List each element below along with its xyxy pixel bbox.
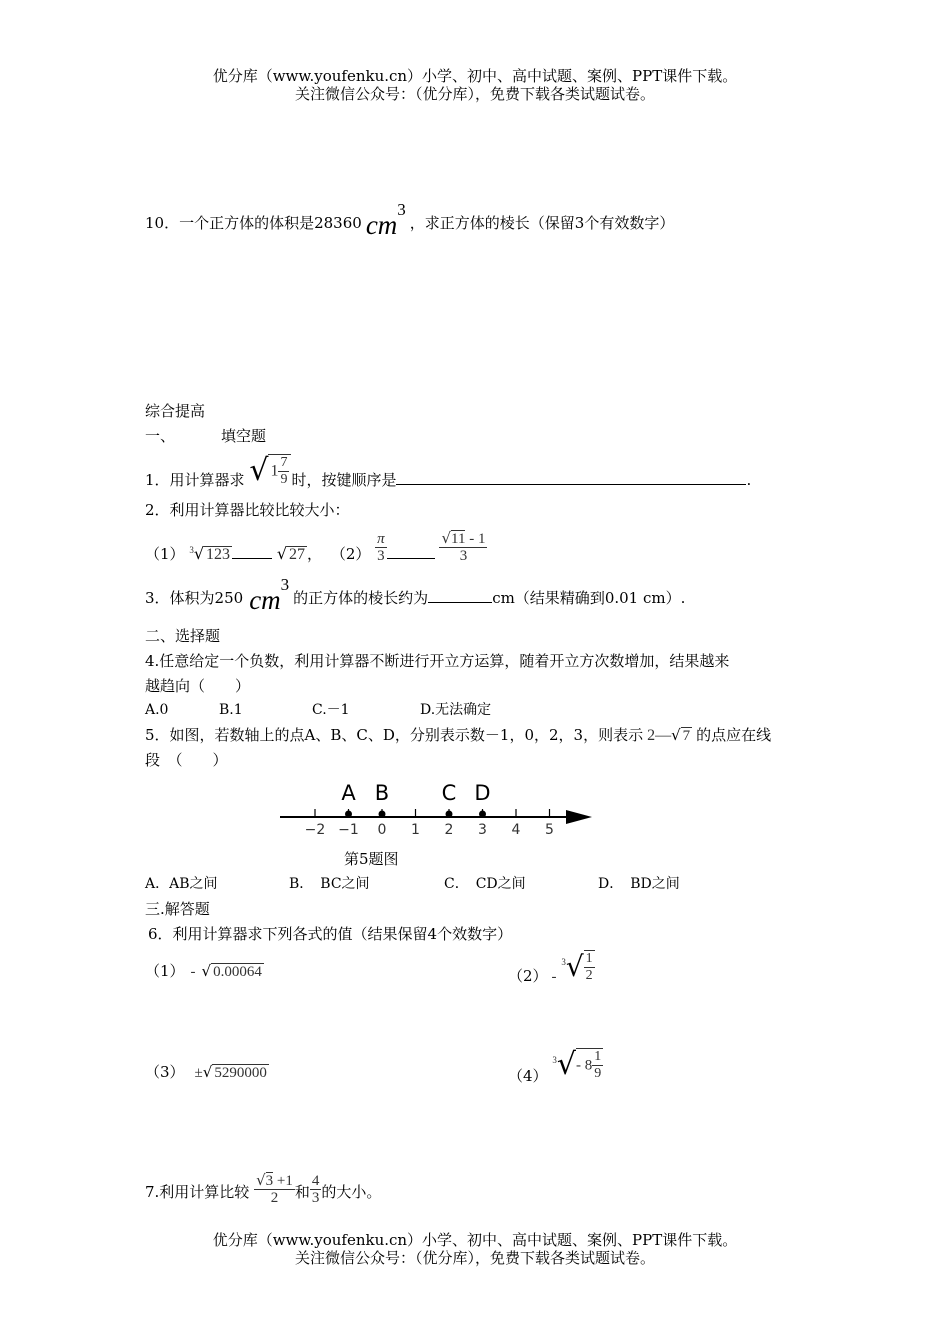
tick-label: 2 xyxy=(444,822,454,838)
sqrt-symbol: √ xyxy=(256,1171,266,1189)
q6-4-inner: - 8 xyxy=(575,1057,593,1074)
q2-part1-label: （1） xyxy=(145,545,185,563)
q6-text: 6．利用计算器求下列各式的值（结果保留4个效数字） xyxy=(148,925,513,943)
q6-4-label: （4） xyxy=(508,1067,548,1085)
q6-3-label: （3） xyxy=(145,1063,185,1081)
section-title: 综合提高 xyxy=(145,402,206,420)
q6-2-index: 3 xyxy=(561,957,566,967)
q6-4-radicand xyxy=(576,1048,603,1082)
q6-item-1 xyxy=(145,962,264,981)
q6-item-4 xyxy=(508,1048,603,1092)
q3-mid: 的正方体的棱长约为 xyxy=(293,589,429,607)
q6-4-num: 1 xyxy=(594,1049,602,1064)
q5-option-a: A．AB之间 xyxy=(145,876,218,892)
footer-line-1: 优分库（www.youfenku.cn）小学、初中、高中试题、案例、PPT课件下载。 xyxy=(212,1231,738,1249)
q1-fraction xyxy=(278,455,289,488)
tick-label: 4 xyxy=(511,822,521,838)
q1-answer-blank[interactable] xyxy=(396,470,746,485)
point-label-b: B xyxy=(374,781,390,805)
tick-label: 5 xyxy=(545,822,554,838)
q2-den: 3 xyxy=(459,548,468,564)
number-line-figure xyxy=(270,776,610,846)
q5-expr: 2— xyxy=(647,727,672,744)
tick-label: 1 xyxy=(411,822,420,838)
point-label-a: A xyxy=(341,781,356,805)
q2-minus-one: - 1 xyxy=(465,531,486,547)
part1-heading-num: 一、 xyxy=(145,427,176,445)
fill-question-2-parts xyxy=(145,530,487,570)
q6-1-label: （1） xyxy=(145,962,185,980)
fill-question-1 xyxy=(145,453,752,496)
sqrt-symbol: √ xyxy=(201,962,212,980)
q7-den: 2 xyxy=(270,1190,279,1206)
q7-fraction-2 xyxy=(310,1173,322,1206)
part2-heading: 二、选择题 xyxy=(145,627,221,645)
question-7 xyxy=(145,1172,381,1218)
q5-option-c: C． CD之间 xyxy=(444,876,526,892)
q6-item-3 xyxy=(145,1063,269,1082)
point-label-c: C xyxy=(441,781,457,805)
q7-fraction-1 xyxy=(254,1172,295,1206)
q5-option-b: B． BC之间 xyxy=(289,876,370,892)
q6-4-fraction xyxy=(592,1049,603,1082)
q2-a: 123 xyxy=(206,546,231,563)
q6-2-label: （2） xyxy=(508,967,548,985)
q6-3-sign: ± xyxy=(194,1065,203,1081)
point-b xyxy=(379,811,386,818)
q7-numerator xyxy=(254,1172,295,1190)
q3-exponent: 3 xyxy=(280,575,290,594)
q5-rad: 7 xyxy=(682,728,691,744)
q6-1-sign: - xyxy=(190,964,196,980)
number-line-arrow xyxy=(566,810,592,824)
fill-question-2: 2．利用计算器比较比较大小： xyxy=(145,501,350,519)
q5-text-a: 5．如图，若数轴上的点A、B、C、D，分别表示数－1，0，2，3，则表示 xyxy=(145,726,644,744)
q6-3-rad: 5290000 xyxy=(214,1065,267,1081)
sqrt-symbol: √ xyxy=(276,544,288,563)
q4-option-c: C.－1 xyxy=(312,702,350,718)
point-c xyxy=(446,811,453,818)
q2-root-index: 3 xyxy=(189,545,194,555)
cbrt-symbol: √ xyxy=(193,544,205,563)
q1-den: 9 xyxy=(280,472,288,487)
q1-end: . xyxy=(746,471,752,489)
q1-suffix: 时，按键顺序是 xyxy=(291,471,397,489)
q2-cube-root-123 xyxy=(189,545,232,563)
q4-option-d: D.无法确定 xyxy=(420,702,492,718)
q2-pi-over-3 xyxy=(375,531,387,564)
q10-text: 10．一个正方体的体积是28360 xyxy=(145,214,362,232)
q7-rad: 3 xyxy=(265,1173,274,1189)
q6-item-2 xyxy=(508,950,595,994)
sqrt-symbol: √ xyxy=(441,529,451,547)
q3-prefix: 3．体积为250 xyxy=(145,589,244,607)
q2-sqrt11-numerator xyxy=(439,530,487,548)
figure-caption: 第5题图 xyxy=(344,850,399,868)
q1-prefix: 1．用计算器求 xyxy=(145,471,245,489)
q2-blank-2[interactable] xyxy=(387,544,435,559)
cbrt-symbol: √ xyxy=(565,950,584,983)
q6-2-cube-root xyxy=(561,950,594,984)
fill-question-3 xyxy=(145,575,686,615)
q2-c: 11 xyxy=(451,531,466,547)
q2-part2-label: （2） xyxy=(330,545,371,563)
sqrt-symbol: √ xyxy=(202,1063,213,1081)
q7-den2: 3 xyxy=(311,1189,320,1206)
q1-whole: 1 xyxy=(270,462,279,480)
q1-radical xyxy=(249,454,291,488)
q6-4-cube-root xyxy=(552,1048,603,1082)
q5-line-1 xyxy=(145,726,771,745)
q7-prefix: 7.利用计算比较 xyxy=(145,1183,250,1201)
q5-option-d: D． BD之间 xyxy=(598,876,680,892)
q2-comma: ， xyxy=(307,545,323,563)
q6-2-fraction xyxy=(584,950,595,984)
q2-blank-1[interactable] xyxy=(232,544,272,559)
q10-suffix: ，求正方体的棱长（保留3个有效数字） xyxy=(409,214,675,232)
header-line-2: 关注微信公众号：（优分库），免费下载各类试题试卷。 xyxy=(294,85,655,103)
sqrt-symbol: √ xyxy=(249,453,269,488)
q1-num: 7 xyxy=(280,455,288,470)
q6-2-sign: - xyxy=(551,969,557,985)
q2-three: 3 xyxy=(377,547,385,564)
q6-4-index: 3 xyxy=(552,1055,557,1065)
q6-1-rad: 0.00064 xyxy=(213,964,262,980)
sqrt-symbol: √ xyxy=(671,726,681,744)
q10-unit: cm xyxy=(365,210,398,240)
q10-exponent: 3 xyxy=(397,200,406,219)
tick-label: 0 xyxy=(377,822,387,838)
point-label-d: D xyxy=(474,781,491,805)
q4-line-1: 4.任意给定一个负数，利用计算器不断进行开立方运算，随着开立方次数增加，结果越来 xyxy=(145,652,730,670)
tick-label: −1 xyxy=(338,822,359,838)
q7-plus: +1 xyxy=(273,1173,293,1189)
question-10 xyxy=(145,200,675,240)
q7-num2: 4 xyxy=(311,1172,320,1189)
q4-line-2: 越趋向（ ） xyxy=(145,677,251,695)
q5-line-2: 段 （ ） xyxy=(145,751,228,769)
q4-option-a: A.0 xyxy=(145,702,169,718)
q4-option-b: B.1 xyxy=(219,702,243,718)
q7-and: 和 xyxy=(294,1183,310,1201)
q7-suffix: 的大小。 xyxy=(321,1183,382,1201)
footer-line-2: 关注微信公众号：（优分库），免费下载各类试题试卷。 xyxy=(294,1249,655,1267)
part1-heading xyxy=(145,427,266,445)
q6-4-den: 9 xyxy=(594,1066,602,1081)
q2-pi: π xyxy=(377,530,385,547)
q6-2-num: 1 xyxy=(585,951,593,966)
header-line-1: 优分库（www.youfenku.cn）小学、初中、高中试题、案例、PPT课件下载。 xyxy=(212,67,738,85)
q6-2-den: 2 xyxy=(585,968,593,983)
number-line-ticks xyxy=(305,809,554,838)
q3-suffix: cm（结果精确到0.01 cm）. xyxy=(492,589,686,607)
tick-label: −2 xyxy=(304,822,326,838)
point-a xyxy=(345,811,352,818)
q1-mixed-number xyxy=(268,454,291,488)
part1-heading-text: 填空题 xyxy=(221,427,267,445)
cbrt-symbol: √ xyxy=(556,1047,576,1082)
q2-b: 27 xyxy=(289,546,306,563)
q5-text-b: 的点应在线 xyxy=(696,726,772,744)
q3-answer-blank[interactable] xyxy=(428,588,492,603)
point-d xyxy=(479,811,486,818)
tick-label: 3 xyxy=(478,822,487,838)
part3-heading: 三.解答题 xyxy=(145,900,210,918)
q2-sqrt11-fraction xyxy=(439,530,487,564)
q3-unit: cm xyxy=(249,585,281,615)
q2-sqrt-27 xyxy=(277,545,307,563)
